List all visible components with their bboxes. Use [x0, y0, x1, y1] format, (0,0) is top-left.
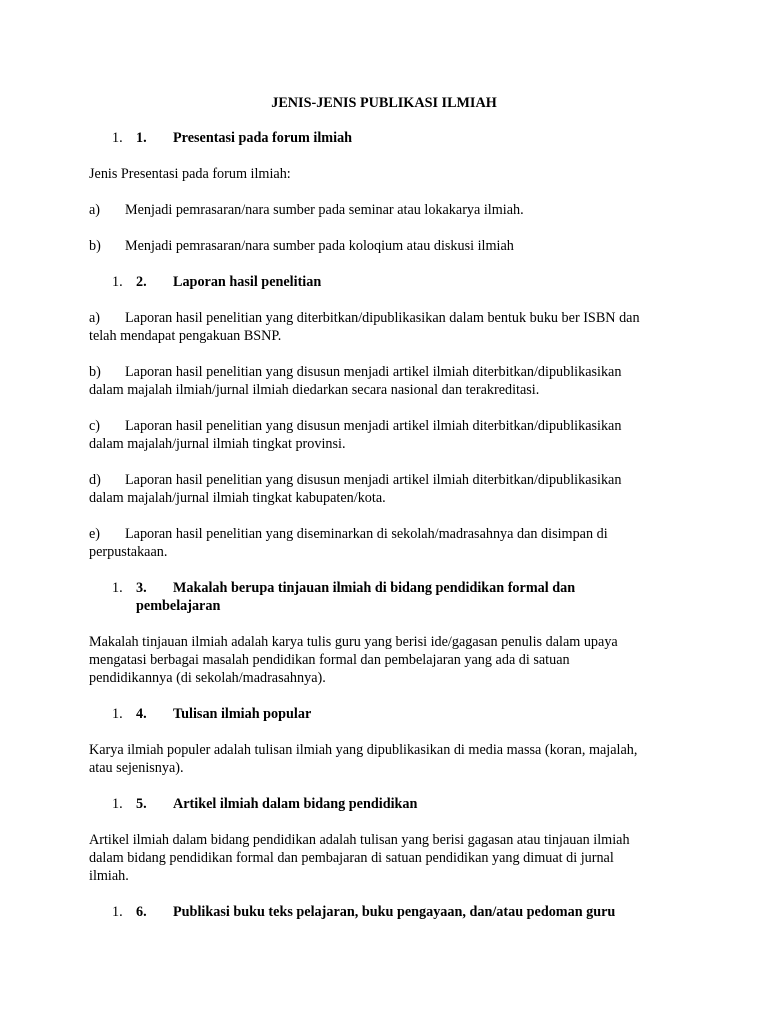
item-text-line2: dalam majalah/jurnal ilmiah tingkat provinsi.	[89, 436, 346, 452]
document-title: JENIS-JENIS PUBLIKASI ILMIAH	[271, 95, 497, 111]
list-marker: 1.	[112, 274, 123, 290]
section-heading-text: Laporan hasil penelitian	[173, 274, 322, 290]
section-6-heading	[112, 903, 672, 921]
item-text: Menjadi pemrasaran/nara sumber pada seminar atau lokakarya ilmiah.	[125, 202, 524, 218]
list-marker: 1.	[112, 904, 123, 920]
list-item	[89, 417, 684, 453]
item-text-line2: dalam majalah/jurnal ilmiah tingkat kabupaten/kota.	[89, 490, 386, 506]
list-marker: 1.	[112, 796, 123, 812]
body-line: Makalah tinjauan ilmiah adalah karya tulis guru yang berisi ide/gagasan penulis dalam upaya	[89, 634, 618, 650]
section-3-body	[89, 633, 684, 687]
item-text-line1: Laporan hasil penelitian yang diterbitkan/dipublikasikan dalam bentuk buku ber ISBN dan	[125, 310, 640, 326]
section-1-intro: Jenis Presentasi pada forum ilmiah:	[89, 166, 291, 182]
section-heading-text: Publikasi buku teks pelajaran, buku pengayaan, dan/atau pedoman guru	[173, 904, 616, 920]
body-line: Karya ilmiah populer adalah tulisan ilmiah yang dipublikasikan di media massa (koran, majalah,	[89, 742, 638, 758]
section-heading-line2: pembelajaran	[136, 598, 221, 614]
list-marker: 1.	[112, 130, 123, 146]
section-4-body	[89, 741, 684, 777]
body-line: atau sejenisnya).	[89, 760, 184, 776]
section-heading-text: Tulisan ilmiah popular	[173, 706, 312, 722]
section-number: 5.	[136, 796, 147, 812]
body-line: Artikel ilmiah dalam bidang pendidikan adalah tulisan yang berisi gagasan atau tinjauan ilmiah	[89, 832, 630, 848]
item-text-line1: Laporan hasil penelitian yang diseminarkan di sekolah/madrasahnya dan disimpan di	[125, 526, 608, 542]
item-label: c)	[89, 418, 101, 434]
body-line: pendidikannya (di sekolah/madrasahnya).	[89, 670, 326, 686]
section-5-heading	[112, 795, 672, 813]
list-item	[89, 201, 684, 219]
list-item	[89, 309, 684, 345]
list-marker: 1.	[112, 706, 123, 722]
section-number: 4.	[136, 706, 147, 722]
body-line: ilmiah.	[89, 868, 129, 884]
item-label: d)	[89, 472, 101, 488]
section-heading-text: Artikel ilmiah dalam bidang pendidikan	[173, 796, 418, 812]
item-text-line1: Laporan hasil penelitian yang disusun menjadi artikel ilmiah diterbitkan/dipublikasikan	[125, 418, 622, 434]
section-number: 1.	[136, 130, 147, 146]
body-line: dalam bidang pendidikan formal dan pembajaran di satuan pendidikan yang dimuat di jurnal	[89, 850, 614, 866]
section-heading-text: Presentasi pada forum ilmiah	[173, 130, 353, 146]
item-label: a)	[89, 202, 101, 218]
section-1-heading	[112, 129, 672, 147]
section-heading-line1: Makalah berupa tinjauan ilmiah di bidang pendidikan formal dan	[173, 580, 576, 596]
item-label: b)	[89, 364, 101, 380]
item-label: a)	[89, 310, 101, 326]
item-text-line1: Laporan hasil penelitian yang disusun menjadi artikel ilmiah diterbitkan/dipublikasikan	[125, 364, 622, 380]
body-line: mengatasi berbagai masalah pendidikan formal dan pembelajaran yang ada di satuan	[89, 652, 570, 668]
item-label: e)	[89, 526, 101, 542]
section-5-body	[89, 831, 684, 885]
section-4-heading	[112, 705, 672, 723]
section-3-heading	[112, 579, 672, 615]
list-item	[89, 525, 684, 561]
item-text-line2: perpustakaan.	[89, 544, 168, 560]
section-2-heading	[112, 273, 672, 291]
item-text: Menjadi pemrasaran/nara sumber pada koloqium atau diskusi ilmiah	[125, 238, 514, 254]
section-number: 6.	[136, 904, 147, 920]
list-marker: 1.	[112, 580, 123, 596]
list-item	[89, 471, 684, 507]
section-number: 2.	[136, 274, 147, 290]
list-item	[89, 363, 684, 399]
item-label: b)	[89, 238, 101, 254]
item-text-line2: dalam majalah ilmiah/jurnal ilmiah diedarkan secara nasional dan terakreditasi.	[89, 382, 540, 398]
item-text-line1: Laporan hasil penelitian yang disusun menjadi artikel ilmiah diterbitkan/dipublikasikan	[125, 472, 622, 488]
section-number: 3.	[136, 580, 147, 596]
list-item	[89, 237, 684, 255]
item-text-line2: telah mendapat pengakuan BSNP.	[89, 328, 282, 344]
